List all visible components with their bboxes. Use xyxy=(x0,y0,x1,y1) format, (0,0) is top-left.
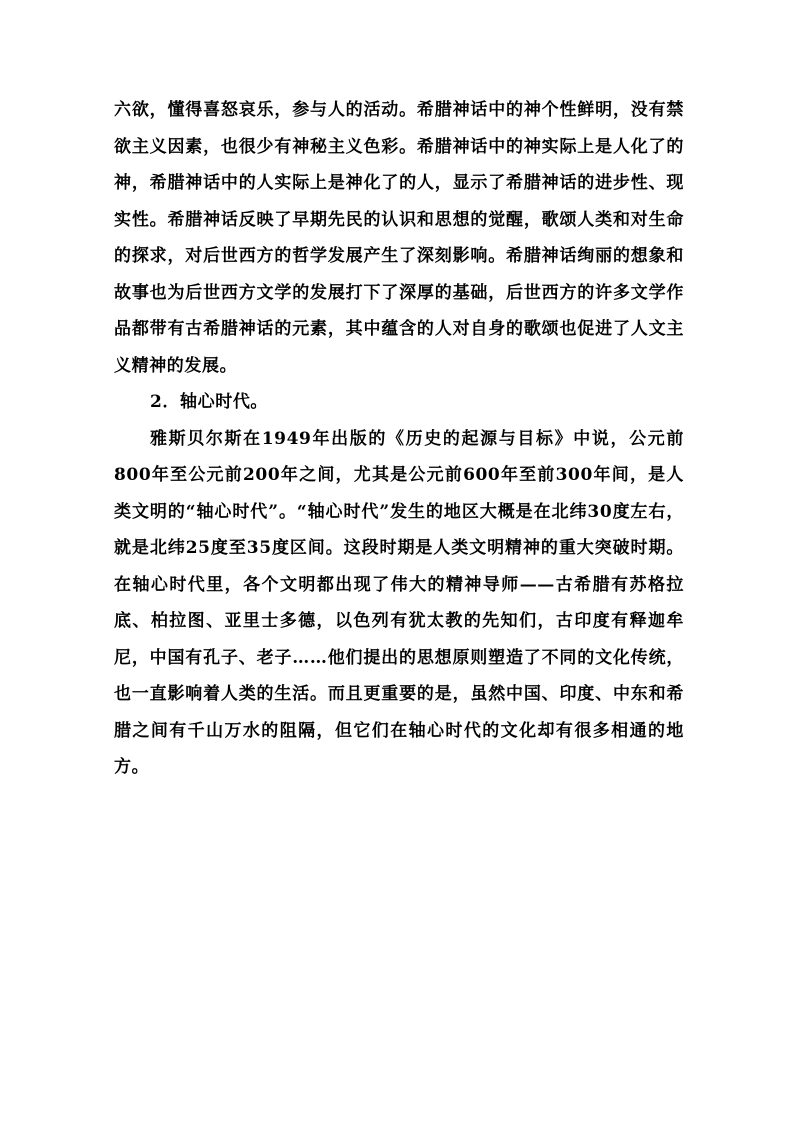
section-heading-axial-age: 2．轴心时代。 xyxy=(150,392,269,412)
body-paragraph-continuation: 六欲，懂得喜怒哀乐，参与人的活动。希腊神话中的神个性鲜明，没有禁欲主义因素，也很少有神秘主义色彩。希腊神话中的神实际上是人化了的神，希腊神话中的人实际上是神化了的人，显示了希腊神话的进步性、现实性。希腊神话反映了早期先民的认识和思想的觉醒，歌颂人类和对生命的探求，对后世西方的哲学发展产生了深刻影响。希腊神话绚丽的想象和故事也为后世西方文学的发展打下了深厚的基础，后世西方的许多文学作品都带有古希腊神话的元素，其中蕴含的人对自身的歌颂也促进了人文主义精神的发展。 xyxy=(114,100,684,376)
body-paragraph-axial-age: 雅斯贝尔斯在1949年出版的《历史的起源与目标》中说，公元前800年至公元前200年之间，尤其是公元前600年至前300年间，是人类文明的“轴心时代”。“轴心时代”发生的地区大概是在北纬30度左右，就是北纬25度至35度区间。这段时期是人类文明精神的重大突破时期。在轴心时代里，各个文明都出现了伟大的精神导师——古希腊有苏格拉底、柏拉图、亚里士多德，以色列有犹太教的先知们，古印度有释迦牟尼，中国有孔子、老子……他们提出的思想原则塑造了不同的文化传统，也一直影响着人类的生活。而且更重要的是，虽然中国、印度、中东和希腊之间有千山万水的阻隔，但它们在轴心时代的文化却有很多相通的地方。 xyxy=(114,428,684,777)
document-body xyxy=(114,92,684,786)
